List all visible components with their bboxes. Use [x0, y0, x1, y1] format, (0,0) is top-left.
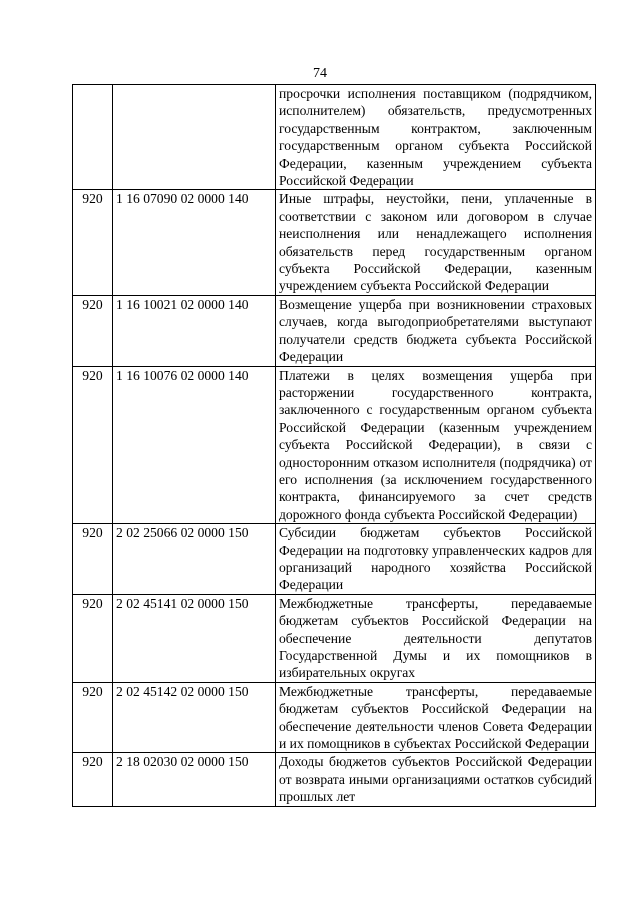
description-cell: Межбюджетные трансферты, передаваемые бюджетам субъектов Российской Федерации на обеспечение деятельности членов Совета Федерации и их помощников в субъектах Российской Федерации [276, 682, 596, 753]
table-row [73, 594, 596, 682]
budget-classification-code-cell: 1 16 10021 02 0000 140 [113, 295, 276, 366]
description-cell: Иные штрафы, неустойки, пени, уплаченные в соответствии с законом или договором в случае неисполнения или ненадлежащего исполнения обязательств перед государственным органом субъекта Российской Федерации, казенным учреждением субъекта Российской Федерации [276, 190, 596, 295]
table-row [73, 366, 596, 524]
admin-code-cell: 920 [73, 594, 113, 682]
page-number: 74 [313, 66, 327, 81]
budget-classification-code-cell: 2 02 45141 02 0000 150 [113, 594, 276, 682]
description-cell: просрочки исполнения поставщиком (подрядчиком, исполнителем) обязательств, предусмотренных государственным контрактом, заключенным государственным органом субъекта Российской Федерации, казенным учреждением субъекта Российской Федерации [276, 85, 596, 190]
admin-code-cell: 920 [73, 295, 113, 366]
budget-classification-code-cell: 2 18 02030 02 0000 150 [113, 753, 276, 806]
table-row [73, 524, 596, 595]
table-row [73, 753, 596, 806]
table-row [73, 85, 596, 190]
budget-classification-code-cell [113, 85, 276, 190]
admin-code-cell: 920 [73, 524, 113, 595]
admin-code-cell: 920 [73, 366, 113, 524]
table-row [73, 295, 596, 366]
table-row [73, 190, 596, 295]
description-cell: Межбюджетные трансферты, передаваемые бюджетам субъектов Российской Федерации на обеспечение деятельности депутатов Государственной Думы и их помощников в избирательных округах [276, 594, 596, 682]
description-cell: Платежи в целях возмещения ущерба при расторжении государственного контракта, заключенного с государственным органом субъекта Российской Федерации (казенным учреждением субъекта Российской Федерации), в связи с односторонним отказом исполнителя (подрядчика) от его исполнения (за исключением государственного контракта, финансируемого за счет средств дорожного фонда субъекта Российской Федерации) [276, 366, 596, 524]
budget-classification-code-cell: 2 02 25066 02 0000 150 [113, 524, 276, 595]
admin-code-cell: 920 [73, 190, 113, 295]
description-cell: Возмещение ущерба при возникновении страховых случаев, когда выгодоприобретателями выступают получатели средств бюджета субъекта Российской Федерации [276, 295, 596, 366]
admin-code-cell: 920 [73, 753, 113, 806]
budget-classification-code-cell: 1 16 10076 02 0000 140 [113, 366, 276, 524]
budget-classification-code-cell: 1 16 07090 02 0000 140 [113, 190, 276, 295]
admin-code-cell [73, 85, 113, 190]
description-cell: Субсидии бюджетам субъектов Российской Федерации на подготовку управленческих кадров для организаций народного хозяйства Российской Федерации [276, 524, 596, 595]
table-row [73, 682, 596, 753]
description-cell: Доходы бюджетов субъектов Российской Федерации от возврата иными организациями остатков субсидий прошлых лет [276, 753, 596, 806]
budget-codes-table [72, 84, 596, 807]
budget-classification-code-cell: 2 02 45142 02 0000 150 [113, 682, 276, 753]
admin-code-cell: 920 [73, 682, 113, 753]
